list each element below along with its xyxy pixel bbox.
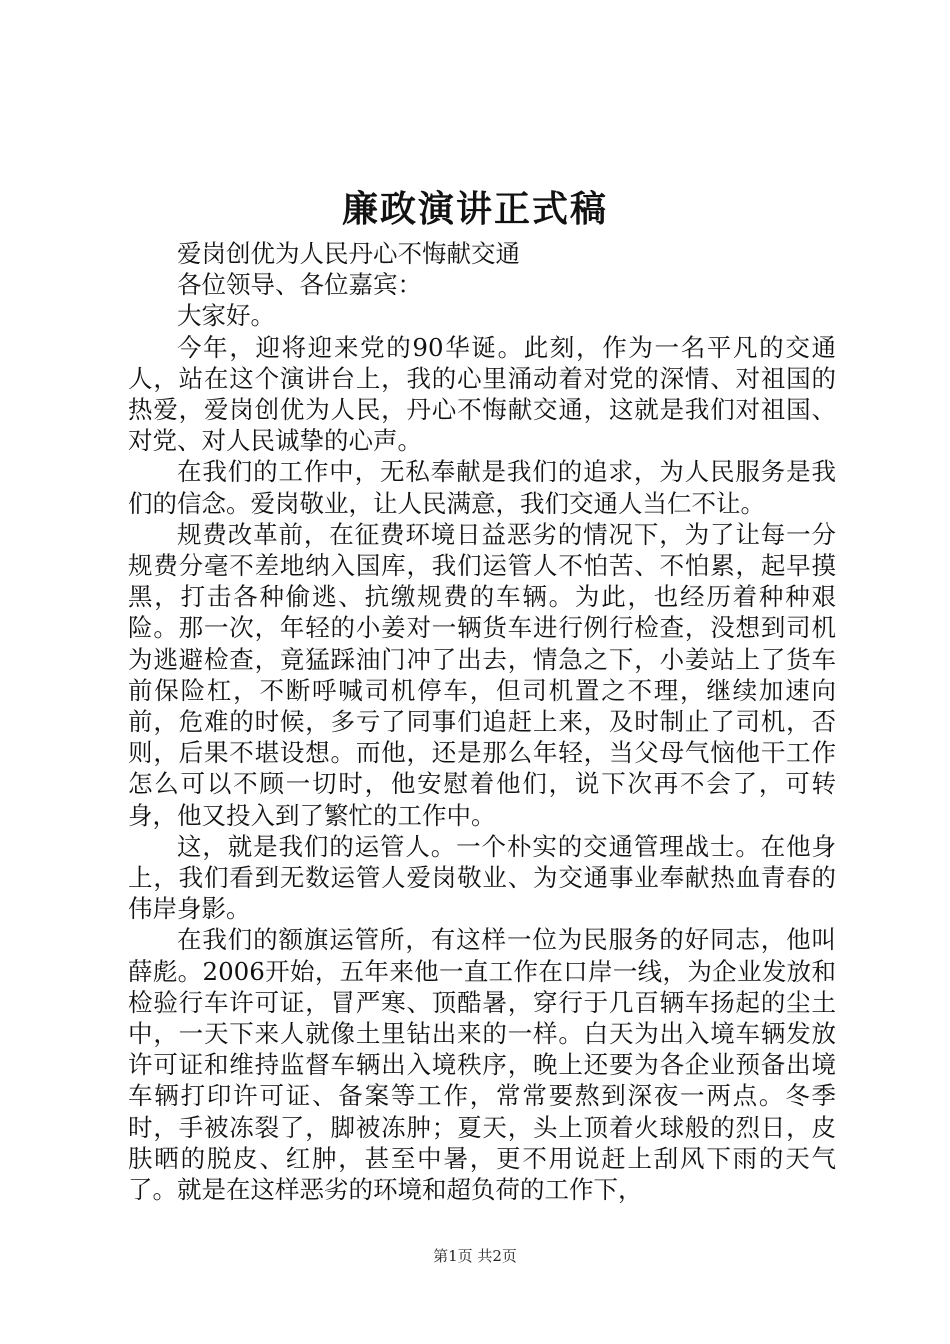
page-number-footer: 第1页 共2页 (433, 1247, 517, 1265)
paragraph-body: 在我们的工作中，无私奉献是我们的追求，为人民服务是我们的信念。爱岗敬业，让人民满意，我们交通人当仁不让。 (128, 457, 836, 518)
paragraph-body: 这，就是我们的运管人。一个朴实的交通管理战士。在他身上，我们看到无数运管人爱岗敬业、为交通事业奉献热血青春的伟岸身影。 (128, 831, 836, 924)
document-title: 廉政演讲正式稿 (341, 188, 608, 230)
paragraph-greeting: 大家好。 (177, 301, 275, 331)
paragraph-body: 规费改革前，在征费环境日益恶劣的情况下，为了让每一分规费分毫不差地纳入国库，我们运管人不怕苦、不怕累，起早摸黑，打击各种偷逃、抗缴规费的车辆。为此，也经历着种种艰险。那一次，年轻的小姜对一辆货车进行例行检查，没想到司机为逃避检查，竟猛踩油门冲了出去，情急之下，小姜站上了货车前保险杠，不断呼喊司机停车，但司机置之不理，继续加速向前，危难的时候，多亏了同事们追赶上来，及时制止了司机，否则，后果不堪设想。而他，还是那么年轻，当父母气恼他干工作怎么可以不顾一切时，他安慰着他们，说下次再不会了，可转身，他又投入到了繁忙的工作中。 (128, 519, 836, 830)
paragraph-subtitle: 爱岗创优为人民丹心不悔献交通 (177, 239, 520, 268)
paragraph-salutation: 各位领导、各位嘉宾： (177, 270, 422, 300)
document-body (128, 238, 836, 1205)
paragraph-body: 今年，迎将迎来党的90华诞。此刻，作为一名平凡的交通人，站在这个演讲台上，我的心里涌动着对党的深情、对祖国的热爱，爱岗创优为人民，丹心不悔献交通，这就是我们对祖国、对党、对人民诚挚的心声。 (128, 332, 836, 456)
paragraph-body: 在我们的额旗运管所，有这样一位为民服务的好同志，他叫薛彪。2006开始，五年来他一直工作在口岸一线，为企业发放和检验行车许可证，冒严寒、顶酷暑，穿行于几百辆车扬起的尘土中，一天下来人就像土里钻出来的一样。白天为出入境车辆发放许可证和维持监督车辆出入境秩序，晚上还要为各企业预备出境车辆打印许可证、备案等工作，常常要熬到深夜一两点。冬季时，手被冻裂了，脚被冻肿；夏天，头上顶着火球般的烈日，皮肤晒的脱皮、红肿，甚至中暑，更不用说赶上刮风下雨的天气了。就是在这样恶劣的环境和超负荷的工作下， (128, 925, 836, 1205)
